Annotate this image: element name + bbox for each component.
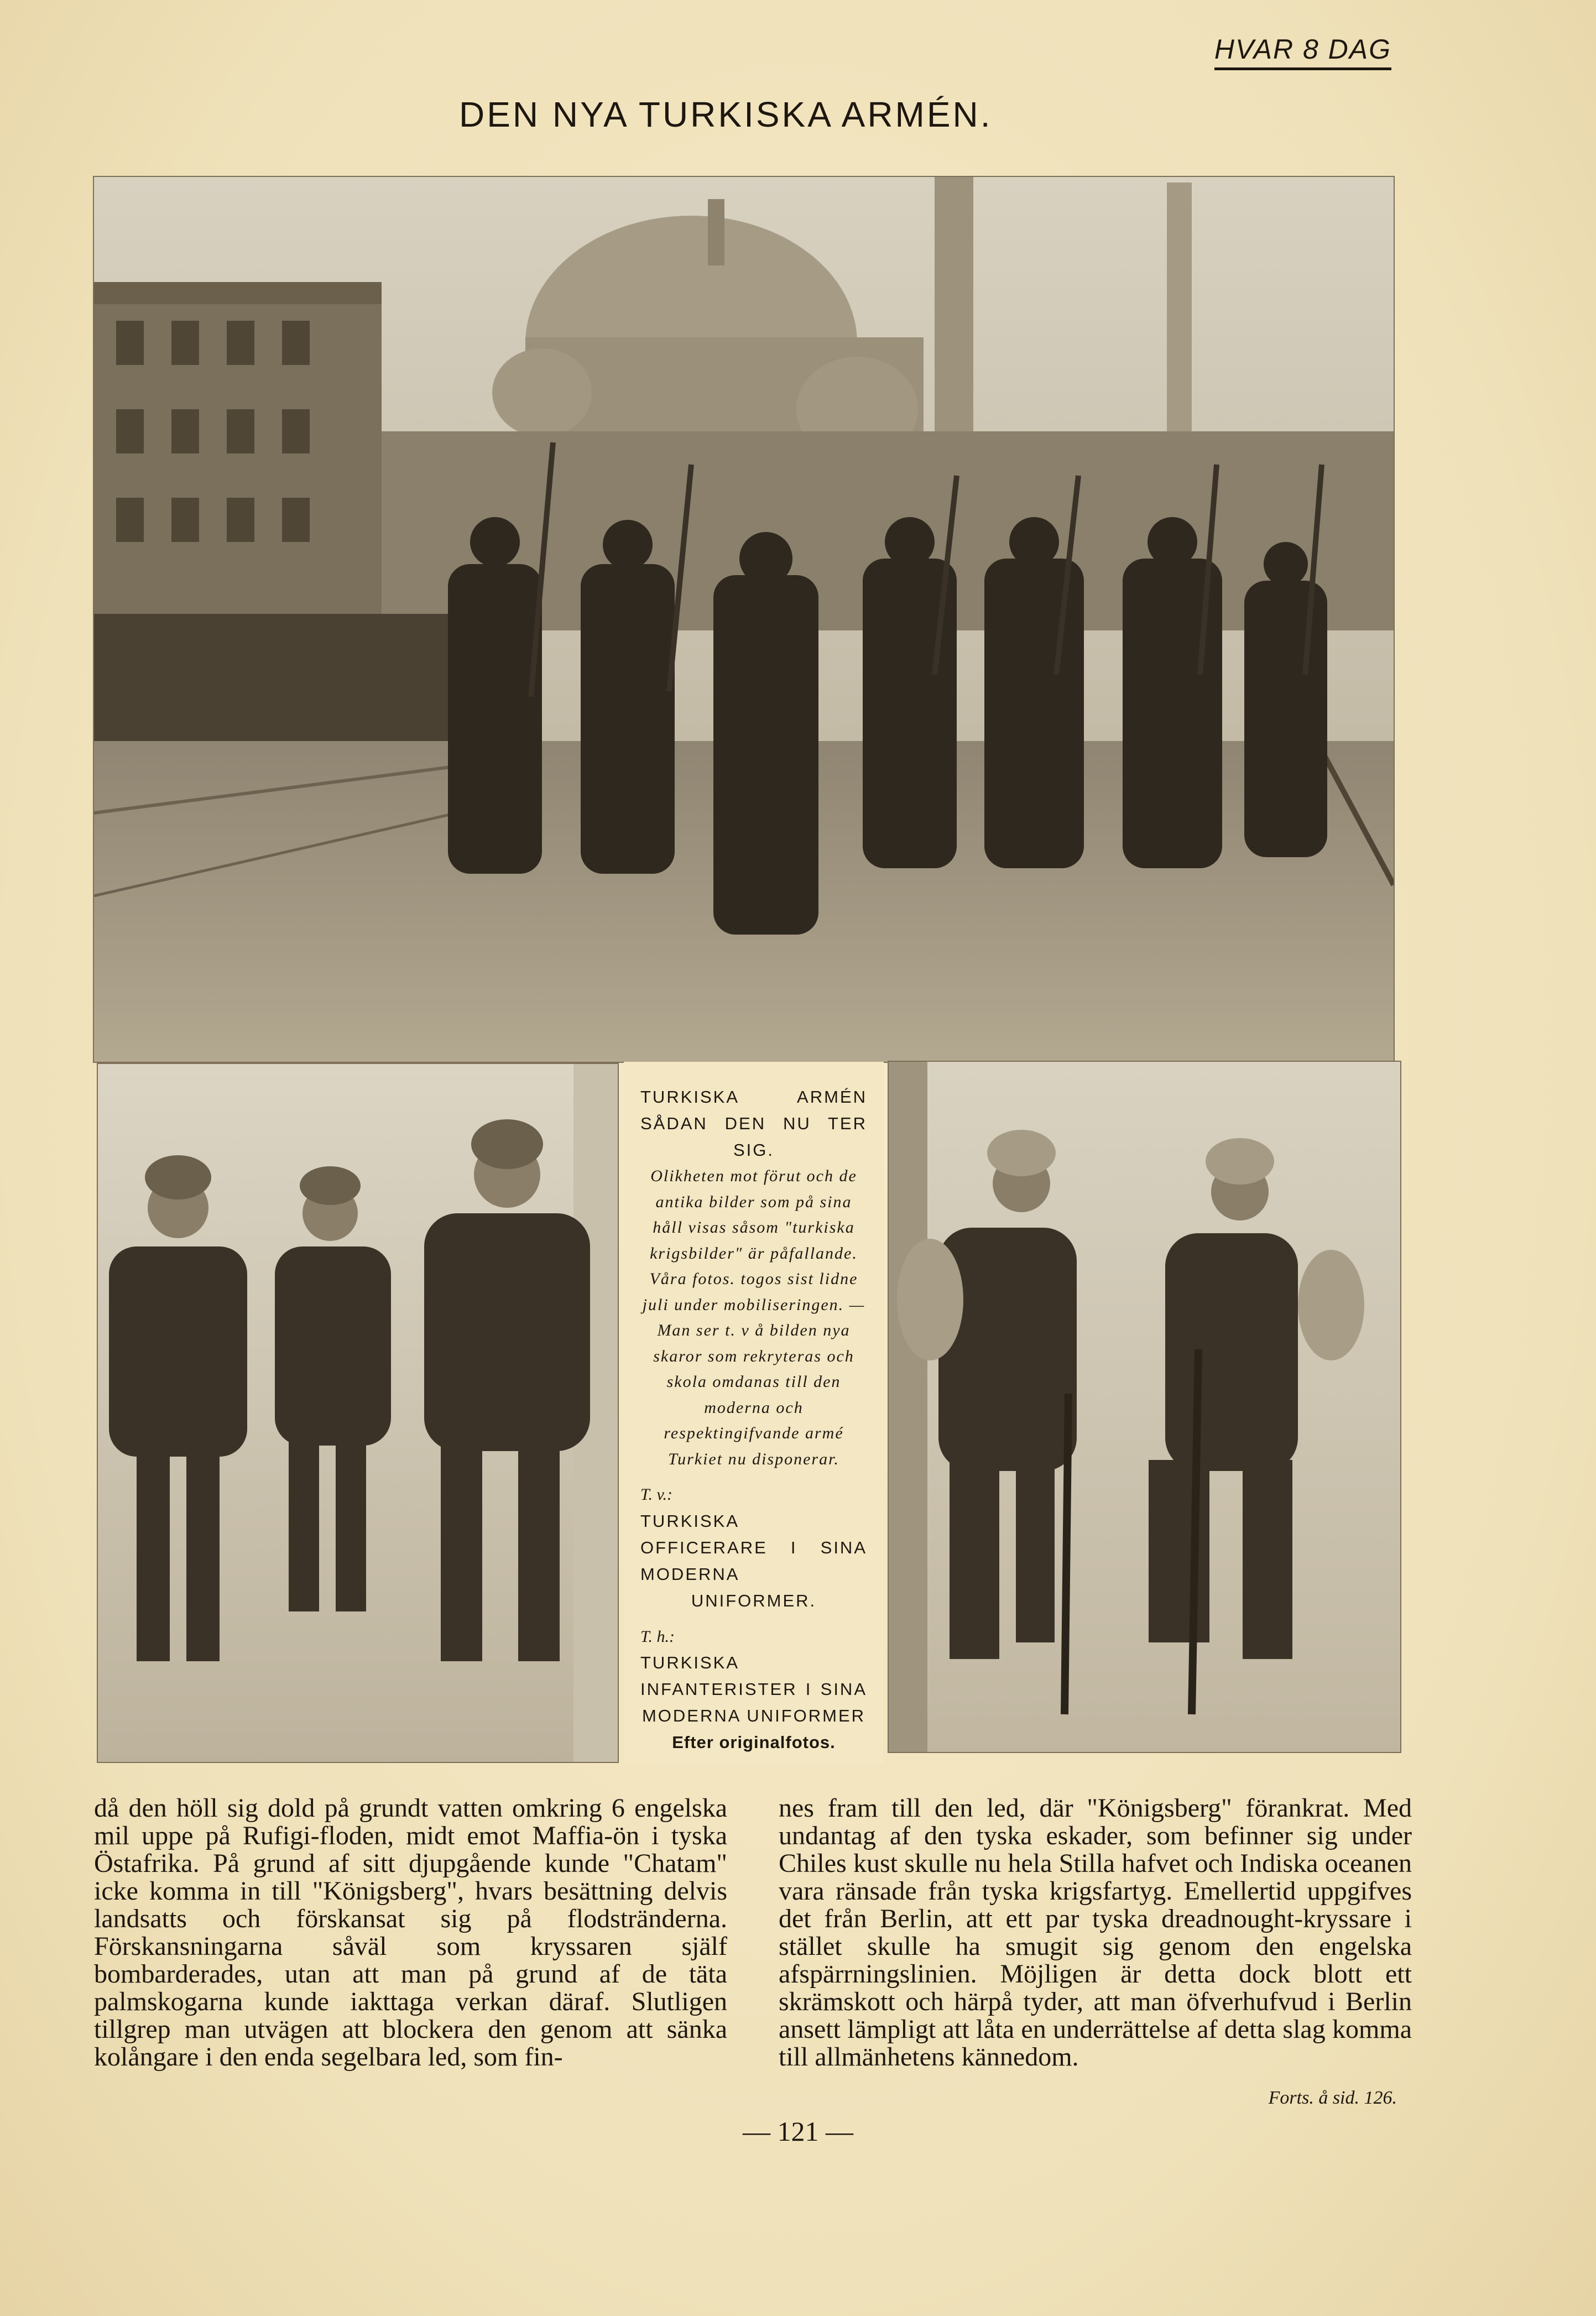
marching-soldiers-photo xyxy=(93,176,1395,1063)
body-column-left: då den höll sig dold på grundt vatten omkring 6 engelska mil uppe på Rufigi-floden, midt emot Maffia-ön i tyska Östafrika. På grund af sitt djupgående kunde "Chatam" icke komma in till "Königsberg", hvars besättning delvis landsatts och förskansat sig på flodstränderna. Förskansningarna såväl som kryssaren själf bombarderades, utan att man på grund af de täta palmskogarna kunde iakttaga verkan däraf. Slutligen tillgrep man utvägen att blockera den genom att sänka kolångare i den enda segelbara led, som fin- xyxy=(94,1793,727,2072)
infantry-photo xyxy=(888,1061,1401,1753)
officers-photo xyxy=(97,1063,619,1763)
masthead: HVAR 8 DAG xyxy=(1214,33,1391,70)
photo-caption xyxy=(624,1062,884,1764)
page-title: DEN NYA TURKISKA ARMÉN. xyxy=(459,95,993,134)
caption-label-right: T. h.: xyxy=(640,1627,675,1646)
caption-label-left: T. v.: xyxy=(640,1485,673,1504)
caption-text: Olikheten mot förut och de antika bilder som på sina håll visas såsom "turkiska krigsbilder" är påfallande. Våra fotos. togos sist lidne juli under mobiliseringen. — Man ser t. v å bilden nya skaror som rekryteras och skola omdanas till den moderna och respektingifvande armé Turkiet nu disponerar. xyxy=(642,1167,865,1468)
caption-officers: TURKISKA OFFICERARE I SINA MODERNA UNIFORMER. xyxy=(640,1511,867,1610)
caption-infantry: TURKISKA INFANTERISTER I SINA MODERNA UNIFORMER xyxy=(640,1653,867,1726)
body-column-right: nes fram till den led, där "Königsberg" förankrat. Med undantag af den tyska eskader, som befinner sig under Chiles kust skulle nu hela Stilla hafvet och Indiska oceanen vara ränsade från tyska krigsfartyg. Emellertid uppgifves det från Berlin, att ett par tyska dreadnought-kryssare i stället skulle ha smugit sig genom den engelska afspärrningslinien. Möjligen är detta dock blott ett skrämskott och härpå tyder, att man öfverhufvud i Berlin ansett lämpligt att låta en underrättelse af detta slag komma till allmänhetens kännedom. xyxy=(779,1793,1412,2072)
caption-credit: Efter originalfotos. xyxy=(672,1733,836,1752)
continued-note: Forts. å sid. 126. xyxy=(1268,2088,1397,2108)
page-number: — 121 — xyxy=(743,2116,853,2147)
caption-heading: TURKISKA ARMÉN SÅDAN DEN NU TER SIG. xyxy=(640,1087,867,1160)
